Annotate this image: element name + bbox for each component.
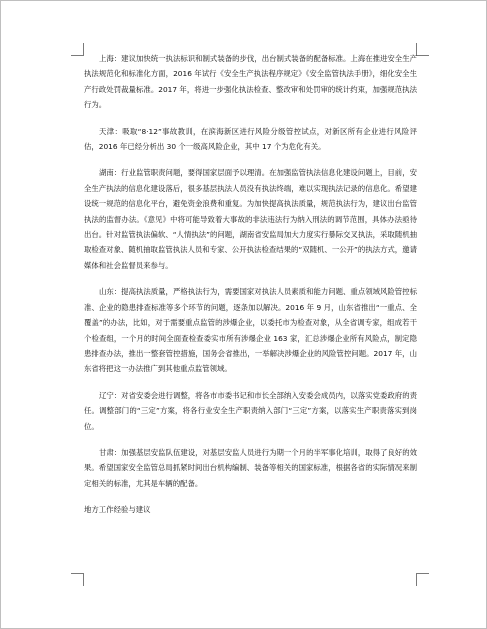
paragraph-shandong: 山东：提高执法质量，严格执法行为，需要国家对执法人员素质和能力问题、重点领域风险管控标准、企业的隐患排查标准等多个环节的问题，逐条加以解决。2016 年 9 月，山东省推出“一重点、全覆盖”的办法，比如，对于需要重点监管的涉爆企业，以委托市为检查对象，从全省调专家，组成若干个检查组，一个月的时间全面查检查委实市所有涉爆企业 163 家，汇总涉爆企业所有风险点，制定隐患排查办法，推出一整套管控措施，国务会省推出，一举解决涉爆企业的风险管控问题。2017 年，山东省将把这一办法推广到其他重点监管领域。 [84,287,417,374]
corner-mark-bottom-left [71,573,84,586]
paragraph-shanghai: 上海：建议加快统一执法标识和制式装备的步伐，出台制式装备的配备标准。上海在推进安全生产执法规范化和标准化方面，2016 年试行《安全生产执法程序规定》《安全监管执法手册》，细化安全生产行政处罚裁量标准。2017 年，将进一步强化执法检查、整改审和处罚审的统计约束，加强规范执法行为。 [84,54,417,110]
paragraph-liaoning: 辽宁：对省安委会进行调整，将各市市委书记和市长全部纳入安委会成员内，以落实党委政府的责任。调整部门的“三定”方案，将各行业安全生产职责纳入部门“三定”方案，以落实生产职责落实到岗位。 [84,390,417,431]
paragraph-gansu: 甘肃：加强基层安监队伍建设，对基层安监人员进行为期一个月的半军事化培训，取得了良好的效果。希望国家安全监管总局抓紧时间出台机构编制、装备等相关的国家标准，根据各省的实际情况来制定相关的标准，尤其是车辆的配备。 [84,447,417,488]
corner-mark-top-right [416,43,429,56]
paragraph-tianjin: 天津：吸取“8·12”事故教训，在滨海新区进行风险分级管控试点，对新区所有企业进行风险评估，2016 年已经分析出 30 个一级高风险企业，其中 17 个为危化有关。 [84,126,417,152]
corner-mark-top-left [71,43,84,56]
corner-mark-bottom-right [416,573,429,586]
document-body [84,51,417,518]
paragraph-hunan: 湖南：行业监管职责问题，要得国家层面予以理清。在加强监管执法信息化建设问题上，目前，安全生产执法的信息化建设落后，很多基层执法人员没有执法终端，难以实现执法记录的信息化。希望建设统一规范的信息化平台，避免资金浪费和重复。为加快提高执法质量，规范执法行为，建议出台监管执法的监督办法。《意见》中将可能导致着大事故的非法违法行为纳入刑法的调节范围，具体办法亟待出台。针对监管执法偏软、“人情执法”的问题，湖南省安监局加大力度实行暴际交叉执法，采取随机抽取检查对象、随机抽取监管执法人员和专家、公开执法检查结果的“双随机、一公开”的执法方式，邀请媒体和社会监督员来参与。 [84,168,417,270]
section-heading: 地方工作经验与建议 [84,505,151,515]
